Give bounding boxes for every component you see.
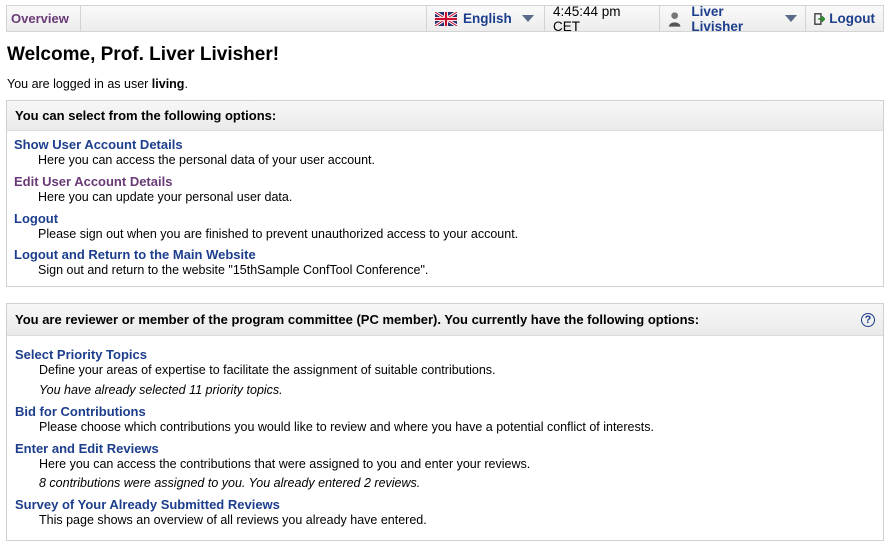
account-options-panel bbox=[6, 100, 884, 287]
reviewer-options-header bbox=[7, 304, 883, 336]
list-item bbox=[15, 497, 875, 534]
logout-return-link[interactable]: Logout and Return to the Main Website bbox=[14, 247, 256, 262]
list-item bbox=[15, 441, 875, 497]
list-item bbox=[14, 137, 876, 174]
list-item bbox=[15, 404, 875, 441]
option-description: This page shows an overview of all reviews you already have entered. bbox=[39, 513, 427, 527]
reviewer-options-panel bbox=[6, 303, 884, 541]
option-description: Here you can access the personal data of your user account. bbox=[38, 153, 375, 167]
language-label: English bbox=[463, 11, 512, 26]
logout-icon bbox=[814, 12, 825, 26]
logged-in-status bbox=[7, 77, 188, 91]
page-title: Welcome, Prof. Liver Livisher! bbox=[7, 44, 280, 65]
show-account-details-link[interactable]: Show User Account Details bbox=[14, 137, 183, 152]
option-note: You have already selected 11 priority topics. bbox=[39, 383, 283, 397]
nav-spacer bbox=[80, 6, 426, 31]
top-navigation-bar bbox=[6, 5, 884, 32]
user-name: Liver Livisher bbox=[691, 3, 744, 34]
logout-link[interactable]: Logout bbox=[14, 211, 59, 226]
logout-button[interactable] bbox=[805, 6, 883, 31]
user-menu[interactable] bbox=[659, 3, 805, 34]
select-priority-topics-link[interactable]: Select Priority Topics bbox=[15, 347, 147, 362]
chevron-down-icon bbox=[522, 15, 534, 22]
bid-for-contributions-link[interactable]: Bid for Contributions bbox=[15, 404, 146, 419]
help-icon[interactable]: ? bbox=[861, 313, 875, 327]
survey-submitted-reviews-link[interactable]: Survey of Your Already Submitted Reviews bbox=[15, 497, 280, 512]
reviewer-header-text: You are reviewer or member of the program committee (PC member). You currently have the following options: bbox=[15, 312, 700, 327]
logout-label: Logout bbox=[829, 11, 875, 26]
option-description: Here you can access the contributions that were assigned to you and enter your reviews. bbox=[39, 457, 531, 471]
chevron-down-icon bbox=[785, 15, 797, 22]
reviewer-options-list bbox=[7, 336, 883, 534]
list-item bbox=[15, 347, 875, 404]
option-description: Define your areas of expertise to facilitate the assignment of suitable contributions. bbox=[39, 363, 496, 377]
list-item bbox=[14, 174, 876, 211]
logged-in-suffix: . bbox=[184, 77, 188, 91]
account-options-list bbox=[7, 131, 883, 283]
list-item bbox=[14, 211, 876, 247]
user-icon bbox=[668, 11, 681, 27]
option-description: Please sign out when you are finished to prevent unauthorized access to your account. bbox=[38, 227, 519, 241]
account-options-header: You can select from the following options: bbox=[7, 101, 883, 131]
overview-link[interactable]: Overview bbox=[11, 11, 69, 26]
language-selector[interactable] bbox=[426, 6, 544, 31]
username: living bbox=[151, 77, 185, 91]
option-description: Please choose which contributions you would like to review and where you have a potential conflict of interests. bbox=[39, 420, 654, 434]
list-item bbox=[14, 247, 876, 283]
option-description: Here you can update your personal user data. bbox=[38, 190, 293, 204]
enter-edit-reviews-link[interactable]: Enter and Edit Reviews bbox=[15, 441, 159, 456]
option-description: Sign out and return to the website "15thSample ConfTool Conference". bbox=[38, 263, 429, 277]
edit-account-details-link[interactable]: Edit User Account Details bbox=[14, 174, 173, 189]
option-note: 8 contributions were assigned to you. You already entered 2 reviews. bbox=[39, 476, 421, 490]
uk-flag-icon bbox=[435, 12, 457, 26]
clock: 4:45:44 pm CET bbox=[544, 6, 659, 31]
logged-in-prefix: You are logged in as user bbox=[7, 77, 152, 91]
